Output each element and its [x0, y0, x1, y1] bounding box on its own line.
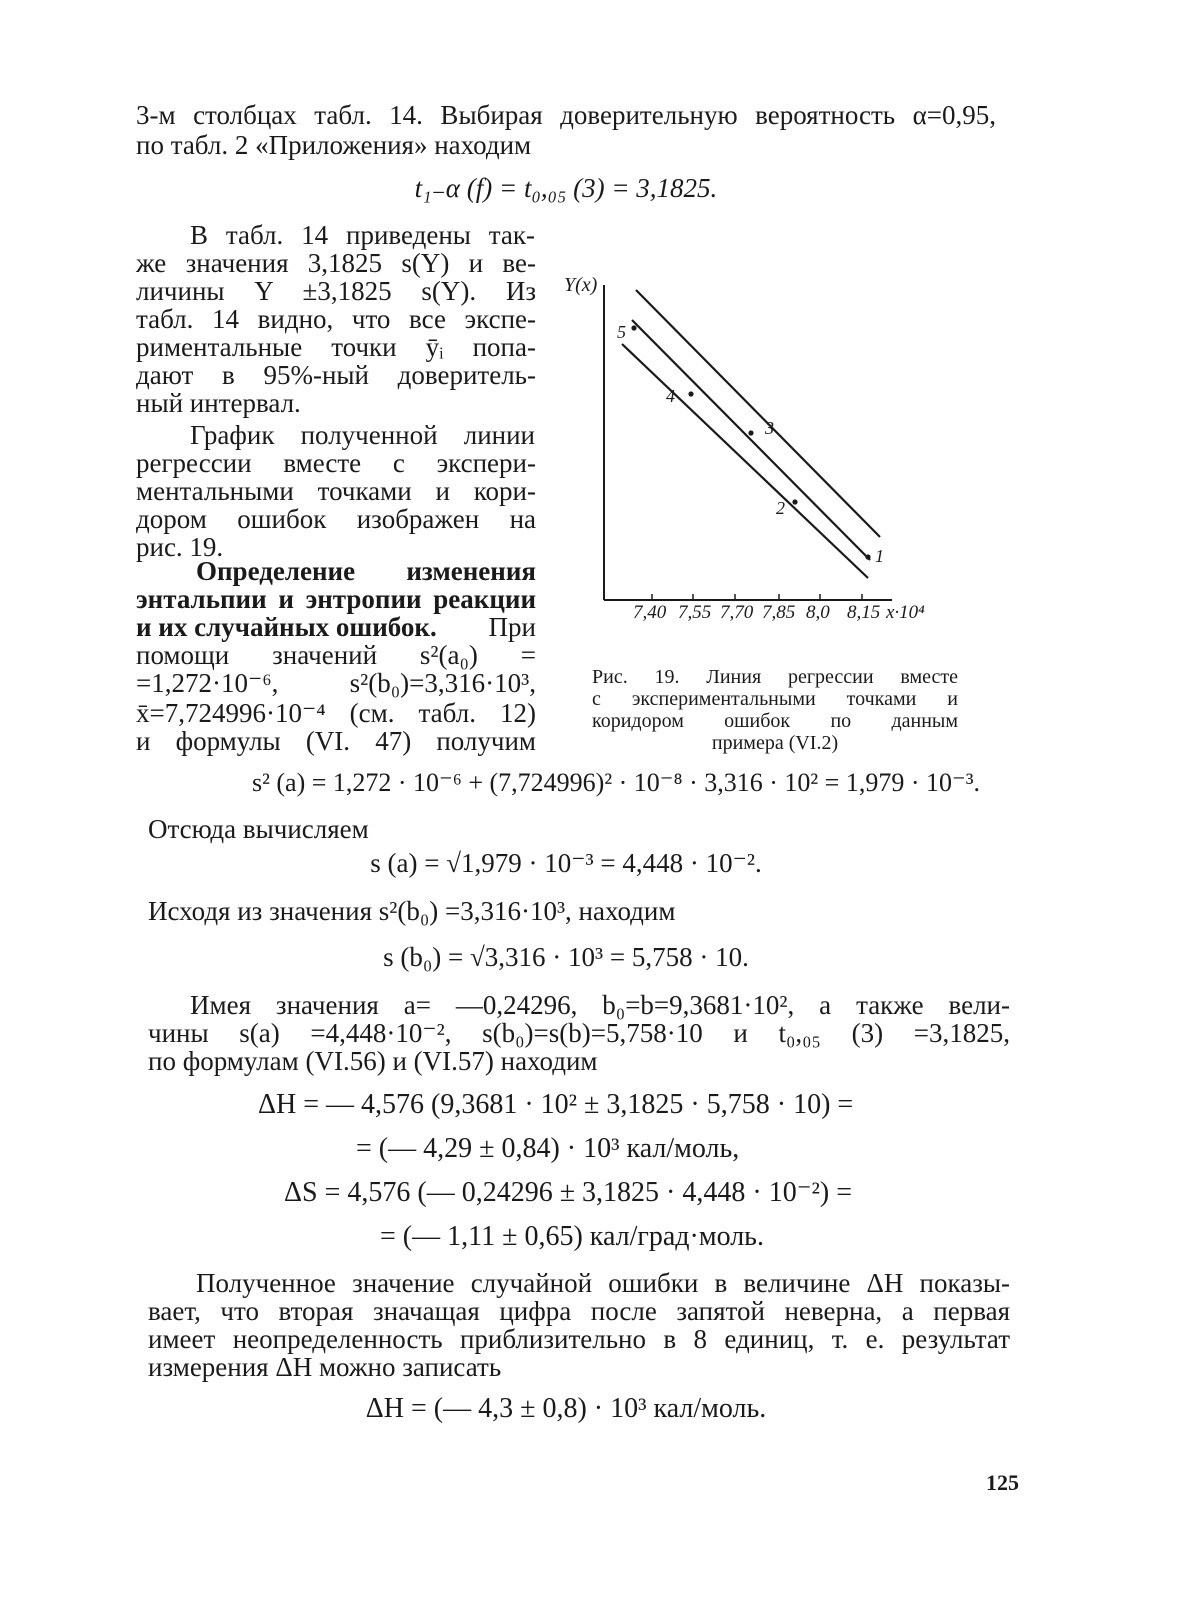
- intro-line-2: по табл. 2 «Приложения» находим: [136, 130, 532, 160]
- section-heading-mixed-line: [136, 612, 536, 642]
- equation-dH-2: = (— 4,29 ± 0,84) · 10³ кал/моль,: [356, 1133, 740, 1164]
- left-col-line: рис. 19.: [136, 532, 224, 562]
- regression-figure: [540, 260, 1020, 650]
- paragraph-line: имеет неопределенность приблизительно в 8 единиц, т. е. результат: [148, 1324, 1010, 1354]
- text-ishodya: Исходя из значения s²(b₀) =3,316·10³, находим: [148, 896, 676, 926]
- paragraph-line: чины s(a) =4,448·10⁻², s(b₀)=s(b)=5,758·10 и t₀,₀₅ (3) =3,1825,: [148, 1018, 1010, 1048]
- point-label: 3: [765, 418, 774, 438]
- point-label: 4: [666, 386, 675, 406]
- left-col-line: и формулы (VI. 47) получим: [136, 726, 536, 756]
- equation-t: t₁₋α (f) = t₀,₀₅ (3) = 3,1825.: [414, 173, 718, 203]
- x-tick-label: 7,70: [720, 602, 754, 623]
- page-number: 125: [986, 1470, 1019, 1495]
- left-col-line: =1,272·10⁻⁶, s²(b₀)=3,316·10³,: [136, 668, 536, 698]
- left-col-line: регрессии вместе с экспери-: [136, 448, 536, 478]
- left-col-line: ментальными точками и кори-: [136, 476, 536, 506]
- left-col-line: ный интервал.: [136, 388, 301, 418]
- paragraph-line: вает, что вторая значащая цифра после запятой неверна, а первая: [148, 1296, 1010, 1326]
- paragraph-line: измерения ΔH можно записать: [148, 1352, 502, 1382]
- equation-sb: s (b₀) = √3,316 · 10³ = 5,758 · 10.: [383, 942, 749, 972]
- section-heading-line: и их случайных ошибок.: [136, 612, 437, 642]
- point-label: 1: [875, 546, 884, 566]
- figure-caption-line: коридором ошибок по данным: [592, 710, 958, 732]
- left-col-line: же значения 3,1825 s(Y) и ве-: [136, 248, 536, 278]
- section-heading-tail: При: [488, 612, 536, 642]
- data-point: [631, 325, 636, 330]
- x-tick-label: 7,40: [633, 602, 667, 623]
- text-otsyuda: Отсюда вычисляем: [148, 814, 369, 844]
- left-col-line: x̄=7,724996·10⁻⁴ (см. табл. 12): [136, 698, 536, 728]
- x-tick-label: 7,55: [678, 602, 712, 623]
- upper-confidence-line: [636, 290, 880, 537]
- paragraph-line: по формулам (VI.56) и (VI.57) находим: [148, 1046, 598, 1076]
- x-tick-label: 7,85: [762, 602, 796, 623]
- data-point: [865, 554, 870, 559]
- lower-confidence-line: [622, 344, 868, 578]
- section-heading-line: энтальпии и энтропии реакции: [136, 584, 536, 614]
- equation-final: ΔH = (— 4,3 ± 0,8) · 10³ кал/моль.: [365, 1393, 767, 1424]
- equation-dS-1: ΔS = 4,576 (— 0,24296 ± 3,1825 · 4,448 · 10⁻²) =: [284, 1177, 852, 1208]
- point-label: 5: [617, 322, 626, 342]
- left-col-line: В табл. 14 приведены так-: [190, 220, 535, 250]
- left-col-line: риментальные точки ȳᵢ попа-: [136, 332, 536, 362]
- equation-s2a: s² (a) = 1,272 · 10⁻⁶ + (7,724996)² · 10⁻⁸ · 3,316 · 10² = 1,979 · 10⁻³.: [251, 768, 981, 797]
- x-tick-label: 8,15: [847, 602, 881, 623]
- x-axis-label: x·10⁴: [886, 602, 925, 623]
- left-col-line: дором ошибок изображен на: [136, 504, 536, 534]
- figure-caption-line: Рис. 19. Линия регрессии вместе: [592, 666, 958, 688]
- paragraph-line: Полученное значение случайной ошибки в величине ΔH показы-: [196, 1268, 1010, 1298]
- data-point: [748, 430, 753, 435]
- left-col-line: помощи значений s²(a₀) =: [136, 640, 536, 670]
- paragraph-line: Имея значения a= —0,24296, b₀=b=9,3681·10², а также вели-: [190, 990, 1010, 1020]
- x-tick-label: 8,0: [806, 602, 830, 623]
- section-heading-line: Определение изменения: [196, 556, 536, 586]
- point-label: 2: [776, 498, 785, 518]
- left-col-line: табл. 14 видно, что все экспе-: [136, 304, 536, 334]
- equation-dS-2: = (— 1,11 ± 0,65) кал/град·моль.: [380, 1221, 764, 1252]
- left-col-line: личины Y ±3,1825 s(Y). Из: [136, 276, 536, 306]
- regression-line: [632, 320, 870, 560]
- data-point: [792, 499, 797, 504]
- data-point: [688, 391, 693, 396]
- intro-line-1: 3-м столбцах табл. 14. Выбирая доверительную вероятность α=0,95,: [136, 100, 996, 130]
- figure-caption-line: с экспериментальными точками и: [592, 688, 958, 710]
- figure-caption-line: примера (VI.2): [711, 732, 839, 754]
- y-axis-label: Y(x): [564, 274, 598, 296]
- equation-dH-1: ΔH = — 4,576 (9,3681 · 10² ± 3,1825 · 5,758 · 10) =: [258, 1089, 854, 1120]
- left-col-line: График полученной линии: [190, 420, 535, 450]
- equation-sa: s (a) = √1,979 · 10⁻³ = 4,448 · 10⁻².: [370, 848, 762, 878]
- left-col-line: дают в 95%-ный доверитель-: [136, 360, 536, 390]
